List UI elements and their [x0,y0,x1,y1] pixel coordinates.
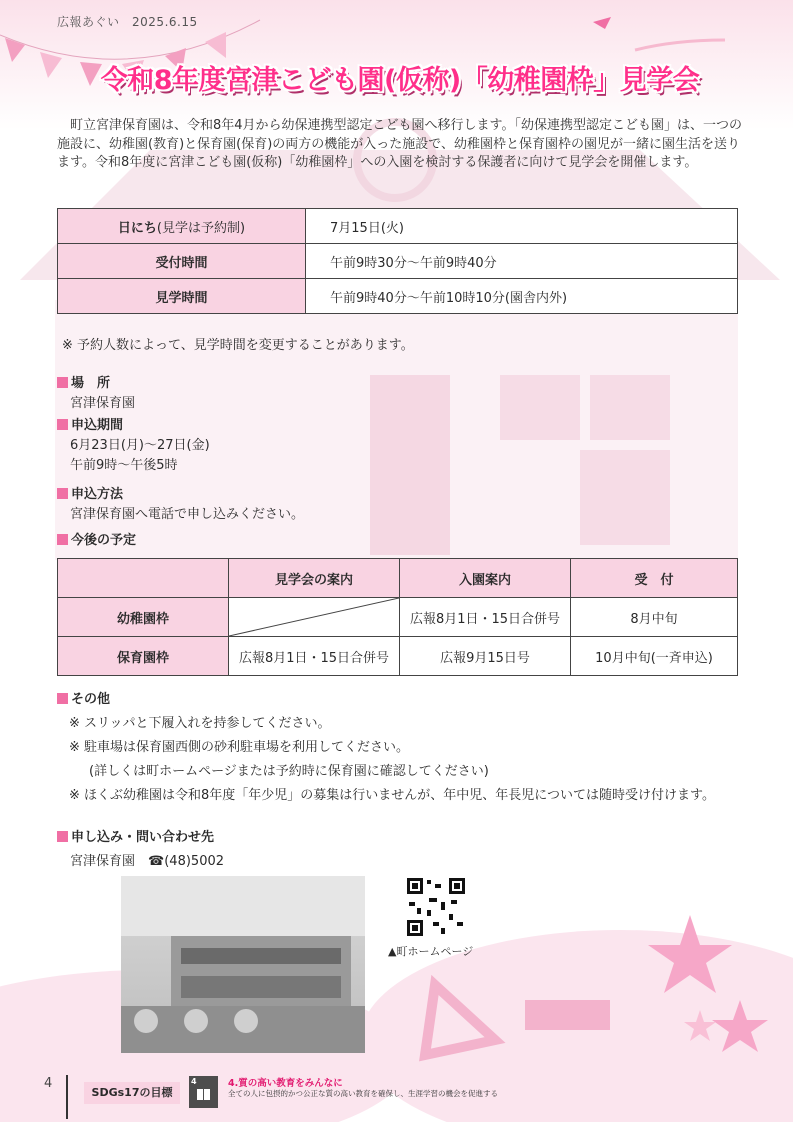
section-heading: 申込期間 [71,418,124,433]
list-item: ※ 駐車場は保育園西側の砂利駐車場を利用してください。 [69,740,410,755]
bullet-square [57,693,68,704]
info-label: 受付時間 [58,244,306,279]
table-cell: 10月中旬(一斉申込) [571,637,738,676]
nursery-building-photo [121,876,365,1053]
section-body: 午前9時～午後5時 [70,458,178,473]
qr-code[interactable] [405,876,467,938]
bullet-square [57,534,68,545]
bullet-square [57,488,68,499]
info-value: 午前9時30分～午前9時40分 [306,244,738,279]
header-publication: 広報あぐい 2025.6.15 [57,15,198,29]
section-heading: 場 所 [71,376,111,391]
info-value: 午前9時40分～午前10時10分(園舎内外) [306,279,738,314]
table-row [58,637,738,676]
info-table [57,208,738,314]
contact-name: 宮津保育園 [70,854,136,869]
contact-line [57,850,224,874]
section-body: 宮津保育園 [70,396,136,411]
section-other [57,688,715,808]
list-item: ※ ほくぶ幼稚園は令和8年度「年少児」の募集は行いませんが、年中児、年長児については随時受け付けます。 [69,788,715,803]
list-item: ※ スリッパと下履入れを持参してください。 [69,716,331,731]
sdg-goal-4-icon [189,1076,218,1108]
bullet-square [57,419,68,430]
info-label: 日にち(見学は予約制) [58,209,306,244]
table-cell: 8月中旬 [571,598,738,637]
section-schedule [57,531,136,551]
diagonal-line [229,598,399,636]
sdg-title: 4.質の高い教育をみんなに [228,1078,343,1089]
section-place [57,374,135,414]
info-value: 7月15日(火) [306,209,738,244]
phone-icon: ☎ [148,854,165,869]
schedule-table [57,558,738,676]
section-heading: 申し込み・問い合わせ先 [71,830,215,845]
section-heading: 今後の予定 [71,533,137,548]
sdg-badge: SDGs17の目標 [84,1082,180,1104]
book-icon [189,1087,218,1103]
table-header: 受 付 [571,559,738,598]
table-row [58,598,738,637]
qr-caption: ▲町ホームページ [388,945,474,958]
page-number: 4 [44,1076,53,1091]
table-row [58,244,738,279]
table-cell: 広報9月15日号 [400,637,571,676]
qr-code-image [405,876,467,938]
table-cell: 広報8月1日・15日合併号 [400,598,571,637]
table-header: 入園案内 [400,559,571,598]
section-body: 宮津保育園へ電話で申し込みください。 [70,507,305,522]
footer-divider [66,1075,68,1119]
table-header-row [58,559,738,598]
section-method [57,485,304,525]
row-label: 幼稚園枠 [58,598,229,637]
page-title: 令和8年度宮津こども園(仮称)「幼稚園枠」見学会 [100,65,700,96]
section-body: 6月23日(月)～27日(金) [70,438,210,453]
table-cell: 広報8月1日・15日合併号 [229,637,400,676]
list-item: (詳しくは町ホームページまたは予約時に保育園に確認してください) [89,764,489,779]
sdg-description: 全ての人に包摂的かつ公正な質の高い教育を確保し、生涯学習の機会を促進する [228,1089,498,1098]
table-row [58,279,738,314]
section-heading: その他 [71,692,111,707]
empty-cell-diagonal [229,598,400,637]
sdg-icon-number: 4 [191,1077,197,1086]
info-label: 見学時間 [58,279,306,314]
bullet-square [57,831,68,842]
row-label: 保育園枠 [58,637,229,676]
reservation-note: ※ 予約人数によって、見学時間を変更することがあります。 [62,338,414,353]
table-header [58,559,229,598]
section-period [57,416,210,476]
table-row [58,209,738,244]
contact-phone: (48)5002 [164,854,225,869]
section-contact [57,826,224,874]
intro-paragraph: 町立宮津保育園は、令和8年4月から幼保連携型認定こども園へ移行します。「幼保連携型認定こども園」は、一つの施設に、幼稚園(教育)と保育園(保育)の両方の機能が入った施設で、幼稚園枠と保育園枠の園児が一緒に園生活を送ります。令和8年度に宮津こども園(仮称)「幼稚園枠」への入園を検討する保護者に向けて見学会を開催します。 [57,118,743,170]
section-heading: 申込方法 [71,487,124,502]
building-illustration [121,876,365,1053]
bullet-square [57,377,68,388]
table-header: 見学会の案内 [229,559,400,598]
